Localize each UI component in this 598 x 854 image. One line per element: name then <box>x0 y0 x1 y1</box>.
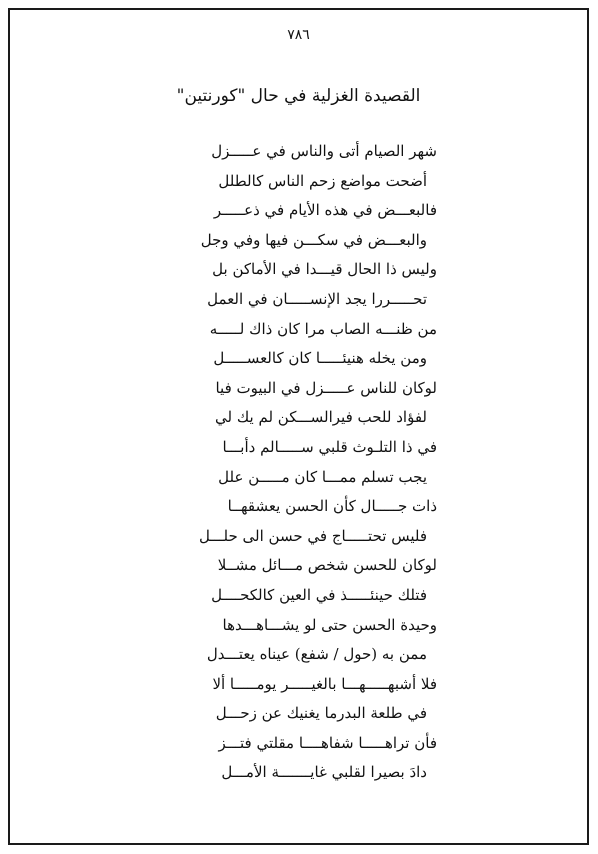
verse-line: شهر الصيام أتى والناس في عـــــزل <box>211 142 437 160</box>
verse-line: فالبعـــض في هذه الأيام في ذعـــــر <box>213 201 437 220</box>
page-number: ٧٨٦ <box>287 27 310 43</box>
verse-line: أضحت مواضع زحم الناس كالطلل <box>218 171 427 190</box>
verse-line: لوكان للحسن شخص مـــائل مشــلا <box>217 556 437 575</box>
verse-line: فلا أشبهـــــهـــا بالغيـــــر يومـــــا ألا <box>212 674 437 693</box>
verse-line: دادَ بصيرا لقلبي غايـــــــة الأمـــل <box>221 763 427 782</box>
verse-line: وحيدة الحسن حتى لو يشـــاهـــدها <box>222 615 437 634</box>
verse-line: يجب تسلم ممـــا كان مـــــن علل <box>218 467 427 486</box>
page-frame <box>8 8 589 845</box>
verse-line: لوكان للناس عـــــزل في البيوت فيا <box>215 378 437 397</box>
verse-line: والبعـــض في سكـــن فيها وفي وجل <box>200 230 427 249</box>
verse-line: فأن تراهـــــا شفاهــــا مقلتي فتـــز <box>218 733 437 752</box>
verse-line: ومن يخله هنيئـــــا كان كالعســـــل <box>213 349 427 368</box>
verse-line: فليس تحتـــــاج في حسن الى حلـــل <box>198 526 427 545</box>
verse-line: في طلعة البدرما يغنيك عن زحـــل <box>215 704 427 723</box>
verse-line: ممن به (حول / شفع) عيناه يعتـــدل <box>206 645 427 664</box>
verse-line: ذات جـــــال كأن الحسن يعشقهــا <box>227 497 437 516</box>
poem-verses <box>107 137 437 788</box>
verse-line: وليس ذا الحال قيـــدا في الأماكن بل <box>212 260 437 279</box>
verse-line: لفؤاد للحب فيرالســـكن لم يك لي <box>215 408 427 427</box>
poem-title: القصيدة الغزلية في حال "كورنتين" <box>176 86 421 106</box>
verse-line: فتلك حينئـــــذ في العين كالكحــــل <box>211 585 427 604</box>
verse-line: من ظنـــه الصاب مرا كان ذاك لـــــه <box>209 319 437 338</box>
verse-line: تحـــــررا يجد الإنســـــان في العمل <box>207 289 427 308</box>
verse-line: في ذا التلـوث قلبي ســـــالم دأبـــا <box>222 437 437 456</box>
